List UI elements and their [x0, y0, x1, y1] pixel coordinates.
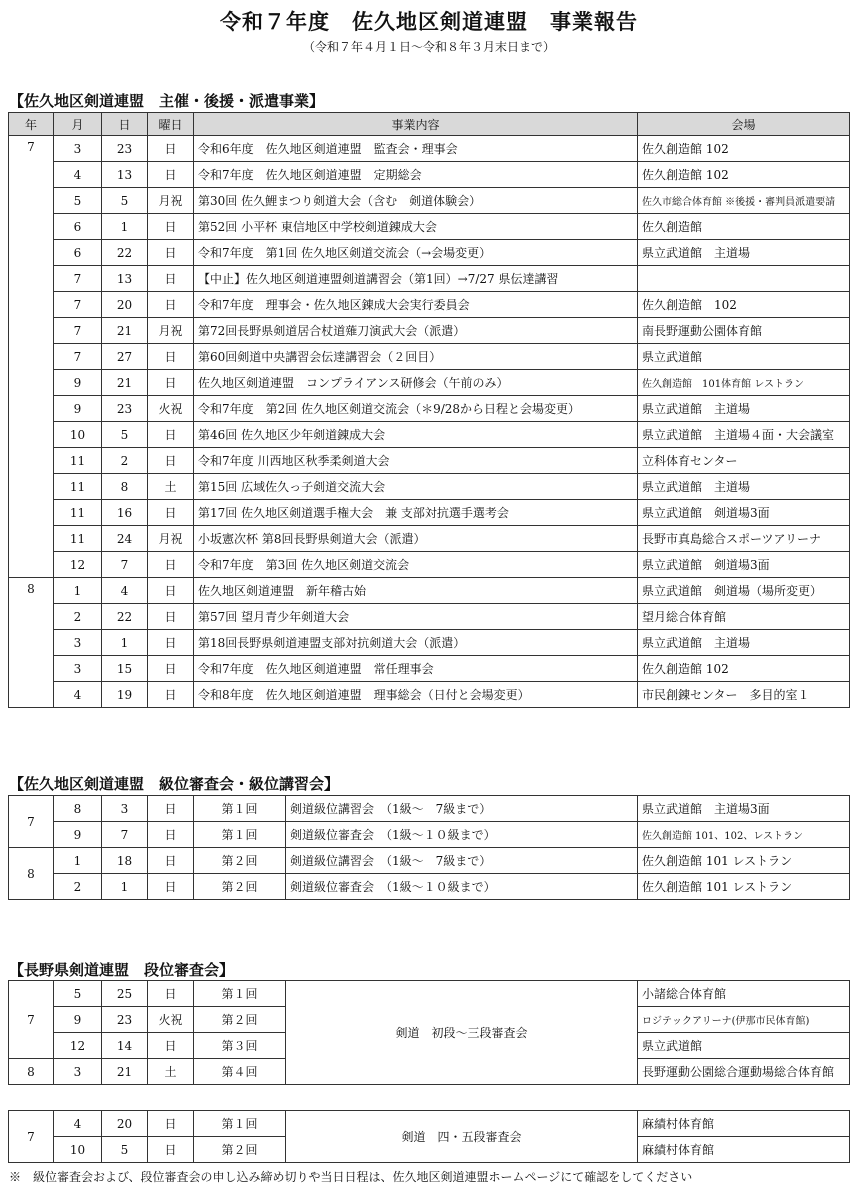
weekday-cell: 土: [148, 1059, 194, 1085]
content-cell: 第18回長野県剣道連盟支部対抗剣道大会（派遣）: [194, 630, 638, 656]
venue-cell: 佐久創造館 101体育館 レストラン: [638, 370, 850, 396]
day-cell: 2: [102, 448, 148, 474]
weekday-cell: 日: [148, 682, 194, 708]
table-row: [9, 344, 850, 370]
venue-cell: 市民創錬センター 多目的室１: [638, 682, 850, 708]
venue-cell: 望月総合体育館: [638, 604, 850, 630]
weekday-cell: 日: [148, 1033, 194, 1059]
table-row: [9, 822, 850, 848]
table-row: [9, 630, 850, 656]
month-cell: 9: [54, 370, 102, 396]
weekday-cell: 日: [148, 630, 194, 656]
day-cell: 7: [102, 822, 148, 848]
footer-note: ※ 級位審査会および、段位審査会の申し込み締め切りや当日日程は、佐久地区剣道連盟ホームページにて確認をしてください: [9, 1170, 693, 1184]
weekday-cell: 日: [148, 214, 194, 240]
round-cell: 第３回: [194, 1033, 286, 1059]
weekday-cell: 日: [148, 500, 194, 526]
round-cell: 第２回: [194, 1007, 286, 1033]
day-cell: 21: [102, 318, 148, 344]
month-cell: 5: [54, 188, 102, 214]
month-cell: 12: [54, 1033, 102, 1059]
kyu-heading: 【佐久地区剣道連盟 級位審査会・級位講習会】: [9, 775, 340, 793]
venue-cell: 麻績村体育館: [638, 1137, 850, 1163]
weekday-cell: 日: [148, 136, 194, 162]
weekday-cell: 日: [148, 1137, 194, 1163]
weekday-cell: 日: [148, 162, 194, 188]
table-row: [9, 422, 850, 448]
content-cell: 第57回 望月青少年剣道大会: [194, 604, 638, 630]
month-cell: 3: [54, 656, 102, 682]
month-cell: 6: [54, 240, 102, 266]
day-cell: 1: [102, 874, 148, 900]
month-cell: 10: [54, 422, 102, 448]
month-cell: 1: [54, 578, 102, 604]
year-cell: 8: [9, 578, 54, 708]
month-cell: 8: [54, 796, 102, 822]
table-row: [9, 552, 850, 578]
table-header-row: [9, 113, 850, 136]
weekday-cell: 日: [148, 656, 194, 682]
content-cell: 令和7年度 佐久地区剣道連盟 常任理事会: [194, 656, 638, 682]
day-cell: 22: [102, 240, 148, 266]
content-cell: 剣道級位講習会 （1級～ 7級まで）: [286, 796, 638, 822]
table-row: [9, 448, 850, 474]
day-cell: 18: [102, 848, 148, 874]
weekday-cell: 日: [148, 578, 194, 604]
month-cell: 11: [54, 448, 102, 474]
venue-cell: 佐久創造館 102: [638, 136, 850, 162]
col-header-day: 日: [102, 113, 148, 136]
day-cell: 13: [102, 266, 148, 292]
weekday-cell: 日: [148, 604, 194, 630]
col-header-year: 年: [9, 113, 54, 136]
venue-cell: 佐久市総合体育館 ※後援・審判員派遣要請: [638, 188, 850, 214]
venue-cell: 県立武道館 主道場3面: [638, 796, 850, 822]
content-cell: 剣道級位審査会 （1級～１０級まで）: [286, 822, 638, 848]
content-cell: 第72回長野県剣道居合杖道薙刀演武大会（派遣）: [194, 318, 638, 344]
weekday-cell: 月祝: [148, 526, 194, 552]
content-cell: 令和7年度 第3回 佐久地区剣道交流会: [194, 552, 638, 578]
day-cell: 20: [102, 1111, 148, 1137]
venue-cell: 小諸総合体育館: [638, 981, 850, 1007]
table-row: [9, 500, 850, 526]
content-cell: 令和7年度 川西地区秋季柔剣道大会: [194, 448, 638, 474]
year-cell: 7: [9, 981, 54, 1059]
table-row: [9, 656, 850, 682]
table-row: [9, 396, 850, 422]
month-cell: 3: [54, 630, 102, 656]
page-title: 令和７年度 佐久地区剣道連盟 事業報告: [220, 9, 638, 34]
table-row: [9, 578, 850, 604]
main-events-table: [8, 112, 850, 708]
table-row: [9, 266, 850, 292]
content-cell: 佐久地区剣道連盟 コンプライアンス研修会（午前のみ）: [194, 370, 638, 396]
weekday-cell: 土: [148, 474, 194, 500]
day-cell: 1: [102, 214, 148, 240]
table-row: [9, 214, 850, 240]
table-row: [9, 981, 850, 1007]
weekday-cell: 月祝: [148, 318, 194, 344]
day-cell: 20: [102, 292, 148, 318]
venue-cell: 長野運動公園総合運動場総合体育館: [638, 1059, 850, 1085]
month-cell: 12: [54, 552, 102, 578]
table-row: [9, 474, 850, 500]
content-cell: 【中止】佐久地区剣道連盟剣道講習会（第1回）→7/27 県伝達講習: [194, 266, 638, 292]
day-cell: 21: [102, 370, 148, 396]
main-events-heading: 【佐久地区剣道連盟 主催・後援・派遣事業】: [9, 92, 325, 110]
month-cell: 7: [54, 292, 102, 318]
day-cell: 23: [102, 136, 148, 162]
content-cell: 佐久地区剣道連盟 新年稽古始: [194, 578, 638, 604]
round-cell: 第２回: [194, 848, 286, 874]
month-cell: 10: [54, 1137, 102, 1163]
venue-cell: 県立武道館: [638, 1033, 850, 1059]
venue-cell: 佐久創造館 101 レストラン: [638, 848, 850, 874]
content-cell: 令和7年度 理事会・佐久地区錬成大会実行委員会: [194, 292, 638, 318]
day-cell: 15: [102, 656, 148, 682]
weekday-cell: 月祝: [148, 188, 194, 214]
kyu-table: [8, 795, 850, 900]
venue-cell: 佐久創造館: [638, 214, 850, 240]
table-row: [9, 240, 850, 266]
weekday-cell: 日: [148, 292, 194, 318]
period-subtitle: （令和７年４月１日～令和８年３月末日まで）: [302, 40, 555, 54]
year-cell: 7: [9, 136, 54, 578]
dan-table-2: [8, 1110, 850, 1163]
month-cell: 9: [54, 822, 102, 848]
month-cell: 7: [54, 266, 102, 292]
round-cell: 第４回: [194, 1059, 286, 1085]
venue-cell: 佐久創造館 101 レストラン: [638, 874, 850, 900]
table-row: [9, 796, 850, 822]
weekday-cell: 日: [148, 240, 194, 266]
venue-cell: 県立武道館 主道場: [638, 240, 850, 266]
month-cell: 9: [54, 1007, 102, 1033]
weekday-cell: 日: [148, 848, 194, 874]
year-cell: 8: [9, 848, 54, 900]
venue-cell: 県立武道館 主道場４面・大会議室: [638, 422, 850, 448]
table-row: [9, 188, 850, 214]
venue-cell: 佐久創造館 102: [638, 292, 850, 318]
content-cell: 剣道級位審査会 （1級～１０級まで）: [286, 874, 638, 900]
weekday-cell: 日: [148, 874, 194, 900]
venue-cell: 南長野運動公園体育館: [638, 318, 850, 344]
content-cell: 第15回 広域佐久っ子剣道交流大会: [194, 474, 638, 500]
exam-content-cell: 剣道 四・五段審査会: [286, 1111, 638, 1163]
month-cell: 7: [54, 344, 102, 370]
content-cell: 令和7年度 第1回 佐久地区剣道交流会（→会場変更）: [194, 240, 638, 266]
day-cell: 24: [102, 526, 148, 552]
day-cell: 8: [102, 474, 148, 500]
venue-cell: 県立武道館: [638, 344, 850, 370]
table-row: [9, 848, 850, 874]
weekday-cell: 日: [148, 370, 194, 396]
col-header-weekday: 曜日: [148, 113, 194, 136]
month-cell: 4: [54, 682, 102, 708]
dan-table-1: [8, 980, 850, 1085]
table-row: [9, 682, 850, 708]
content-cell: 第52回 小平杯 東信地区中学校剣道錬成大会: [194, 214, 638, 240]
month-cell: 11: [54, 500, 102, 526]
venue-cell: 県立武道館 主道場: [638, 630, 850, 656]
table-row: [9, 604, 850, 630]
weekday-cell: 日: [148, 981, 194, 1007]
day-cell: 5: [102, 1137, 148, 1163]
venue-cell: 県立武道館 剣道場3面: [638, 500, 850, 526]
table-row: [9, 136, 850, 162]
weekday-cell: 日: [148, 266, 194, 292]
round-cell: 第２回: [194, 874, 286, 900]
day-cell: 1: [102, 630, 148, 656]
content-cell: 令和6年度 佐久地区剣道連盟 監査会・理事会: [194, 136, 638, 162]
month-cell: 2: [54, 874, 102, 900]
content-cell: 令和8年度 佐久地区剣道連盟 理事総会（日付と会場変更）: [194, 682, 638, 708]
table-row: [9, 318, 850, 344]
weekday-cell: 火祝: [148, 396, 194, 422]
day-cell: 7: [102, 552, 148, 578]
round-cell: 第１回: [194, 1111, 286, 1137]
day-cell: 4: [102, 578, 148, 604]
day-cell: 3: [102, 796, 148, 822]
table-row: [9, 874, 850, 900]
day-cell: 5: [102, 422, 148, 448]
col-header-content: 事業内容: [194, 113, 638, 136]
day-cell: 23: [102, 1007, 148, 1033]
day-cell: 5: [102, 188, 148, 214]
content-cell: 令和7年度 第2回 佐久地区剣道交流会（＊9/28から日程と会場変更）: [194, 396, 638, 422]
venue-cell: 麻績村体育館: [638, 1111, 850, 1137]
round-cell: 第１回: [194, 981, 286, 1007]
day-cell: 22: [102, 604, 148, 630]
venue-cell: 立科体育センター: [638, 448, 850, 474]
weekday-cell: 日: [148, 552, 194, 578]
table-row: [9, 162, 850, 188]
venue-cell: 県立武道館 剣道場3面: [638, 552, 850, 578]
month-cell: 2: [54, 604, 102, 630]
day-cell: 21: [102, 1059, 148, 1085]
day-cell: 25: [102, 981, 148, 1007]
content-cell: 令和7年度 佐久地区剣道連盟 定期総会: [194, 162, 638, 188]
month-cell: 11: [54, 526, 102, 552]
venue-cell: 県立武道館 主道場: [638, 396, 850, 422]
year-cell: 7: [9, 796, 54, 848]
venue-cell: ロジテックアリーナ(伊那市民体育館): [638, 1007, 850, 1033]
day-cell: 23: [102, 396, 148, 422]
month-cell: 6: [54, 214, 102, 240]
table-row: [9, 1111, 850, 1137]
year-cell: 7: [9, 1111, 54, 1163]
month-cell: 3: [54, 1059, 102, 1085]
content-cell: 第30回 佐久鯉まつり剣道大会（含む 剣道体験会）: [194, 188, 638, 214]
month-cell: 1: [54, 848, 102, 874]
month-cell: 3: [54, 136, 102, 162]
content-cell: 剣道級位講習会 （1級～ 7級まで）: [286, 848, 638, 874]
table-row: [9, 526, 850, 552]
month-cell: 7: [54, 318, 102, 344]
day-cell: 14: [102, 1033, 148, 1059]
year-cell: 8: [9, 1059, 54, 1085]
venue-cell: 県立武道館 剣道場（場所変更）: [638, 578, 850, 604]
venue-cell: 佐久創造館 102: [638, 656, 850, 682]
month-cell: 4: [54, 1111, 102, 1137]
day-cell: 27: [102, 344, 148, 370]
month-cell: 9: [54, 396, 102, 422]
content-cell: 小坂憲次杯 第8回長野県剣道大会（派遣）: [194, 526, 638, 552]
table-row: [9, 292, 850, 318]
day-cell: 16: [102, 500, 148, 526]
col-header-venue: 会場: [638, 113, 850, 136]
weekday-cell: 日: [148, 1111, 194, 1137]
table-row: [9, 370, 850, 396]
day-cell: 13: [102, 162, 148, 188]
venue-cell: 県立武道館 主道場: [638, 474, 850, 500]
content-cell: 第17回 佐久地区剣道選手権大会 兼 支部対抗選手選考会: [194, 500, 638, 526]
round-cell: 第１回: [194, 822, 286, 848]
content-cell: 第46回 佐久地区少年剣道錬成大会: [194, 422, 638, 448]
venue-cell: 佐久創造館 101、102、レストラン: [638, 822, 850, 848]
weekday-cell: 日: [148, 796, 194, 822]
dan-heading: 【長野県剣道連盟 段位審査会】: [9, 961, 235, 979]
weekday-cell: 日: [148, 448, 194, 474]
day-cell: 19: [102, 682, 148, 708]
col-header-month: 月: [54, 113, 102, 136]
venue-cell: 佐久創造館 102: [638, 162, 850, 188]
venue-cell: 長野市真島総合スポーツアリーナ: [638, 526, 850, 552]
exam-content-cell: 剣道 初段～三段審査会: [286, 981, 638, 1085]
content-cell: 第60回剣道中央講習会伝達講習会（２回目）: [194, 344, 638, 370]
month-cell: 4: [54, 162, 102, 188]
weekday-cell: 日: [148, 822, 194, 848]
month-cell: 11: [54, 474, 102, 500]
weekday-cell: 火祝: [148, 1007, 194, 1033]
round-cell: 第１回: [194, 796, 286, 822]
round-cell: 第２回: [194, 1137, 286, 1163]
month-cell: 5: [54, 981, 102, 1007]
weekday-cell: 日: [148, 422, 194, 448]
weekday-cell: 日: [148, 344, 194, 370]
venue-cell: [638, 266, 850, 292]
